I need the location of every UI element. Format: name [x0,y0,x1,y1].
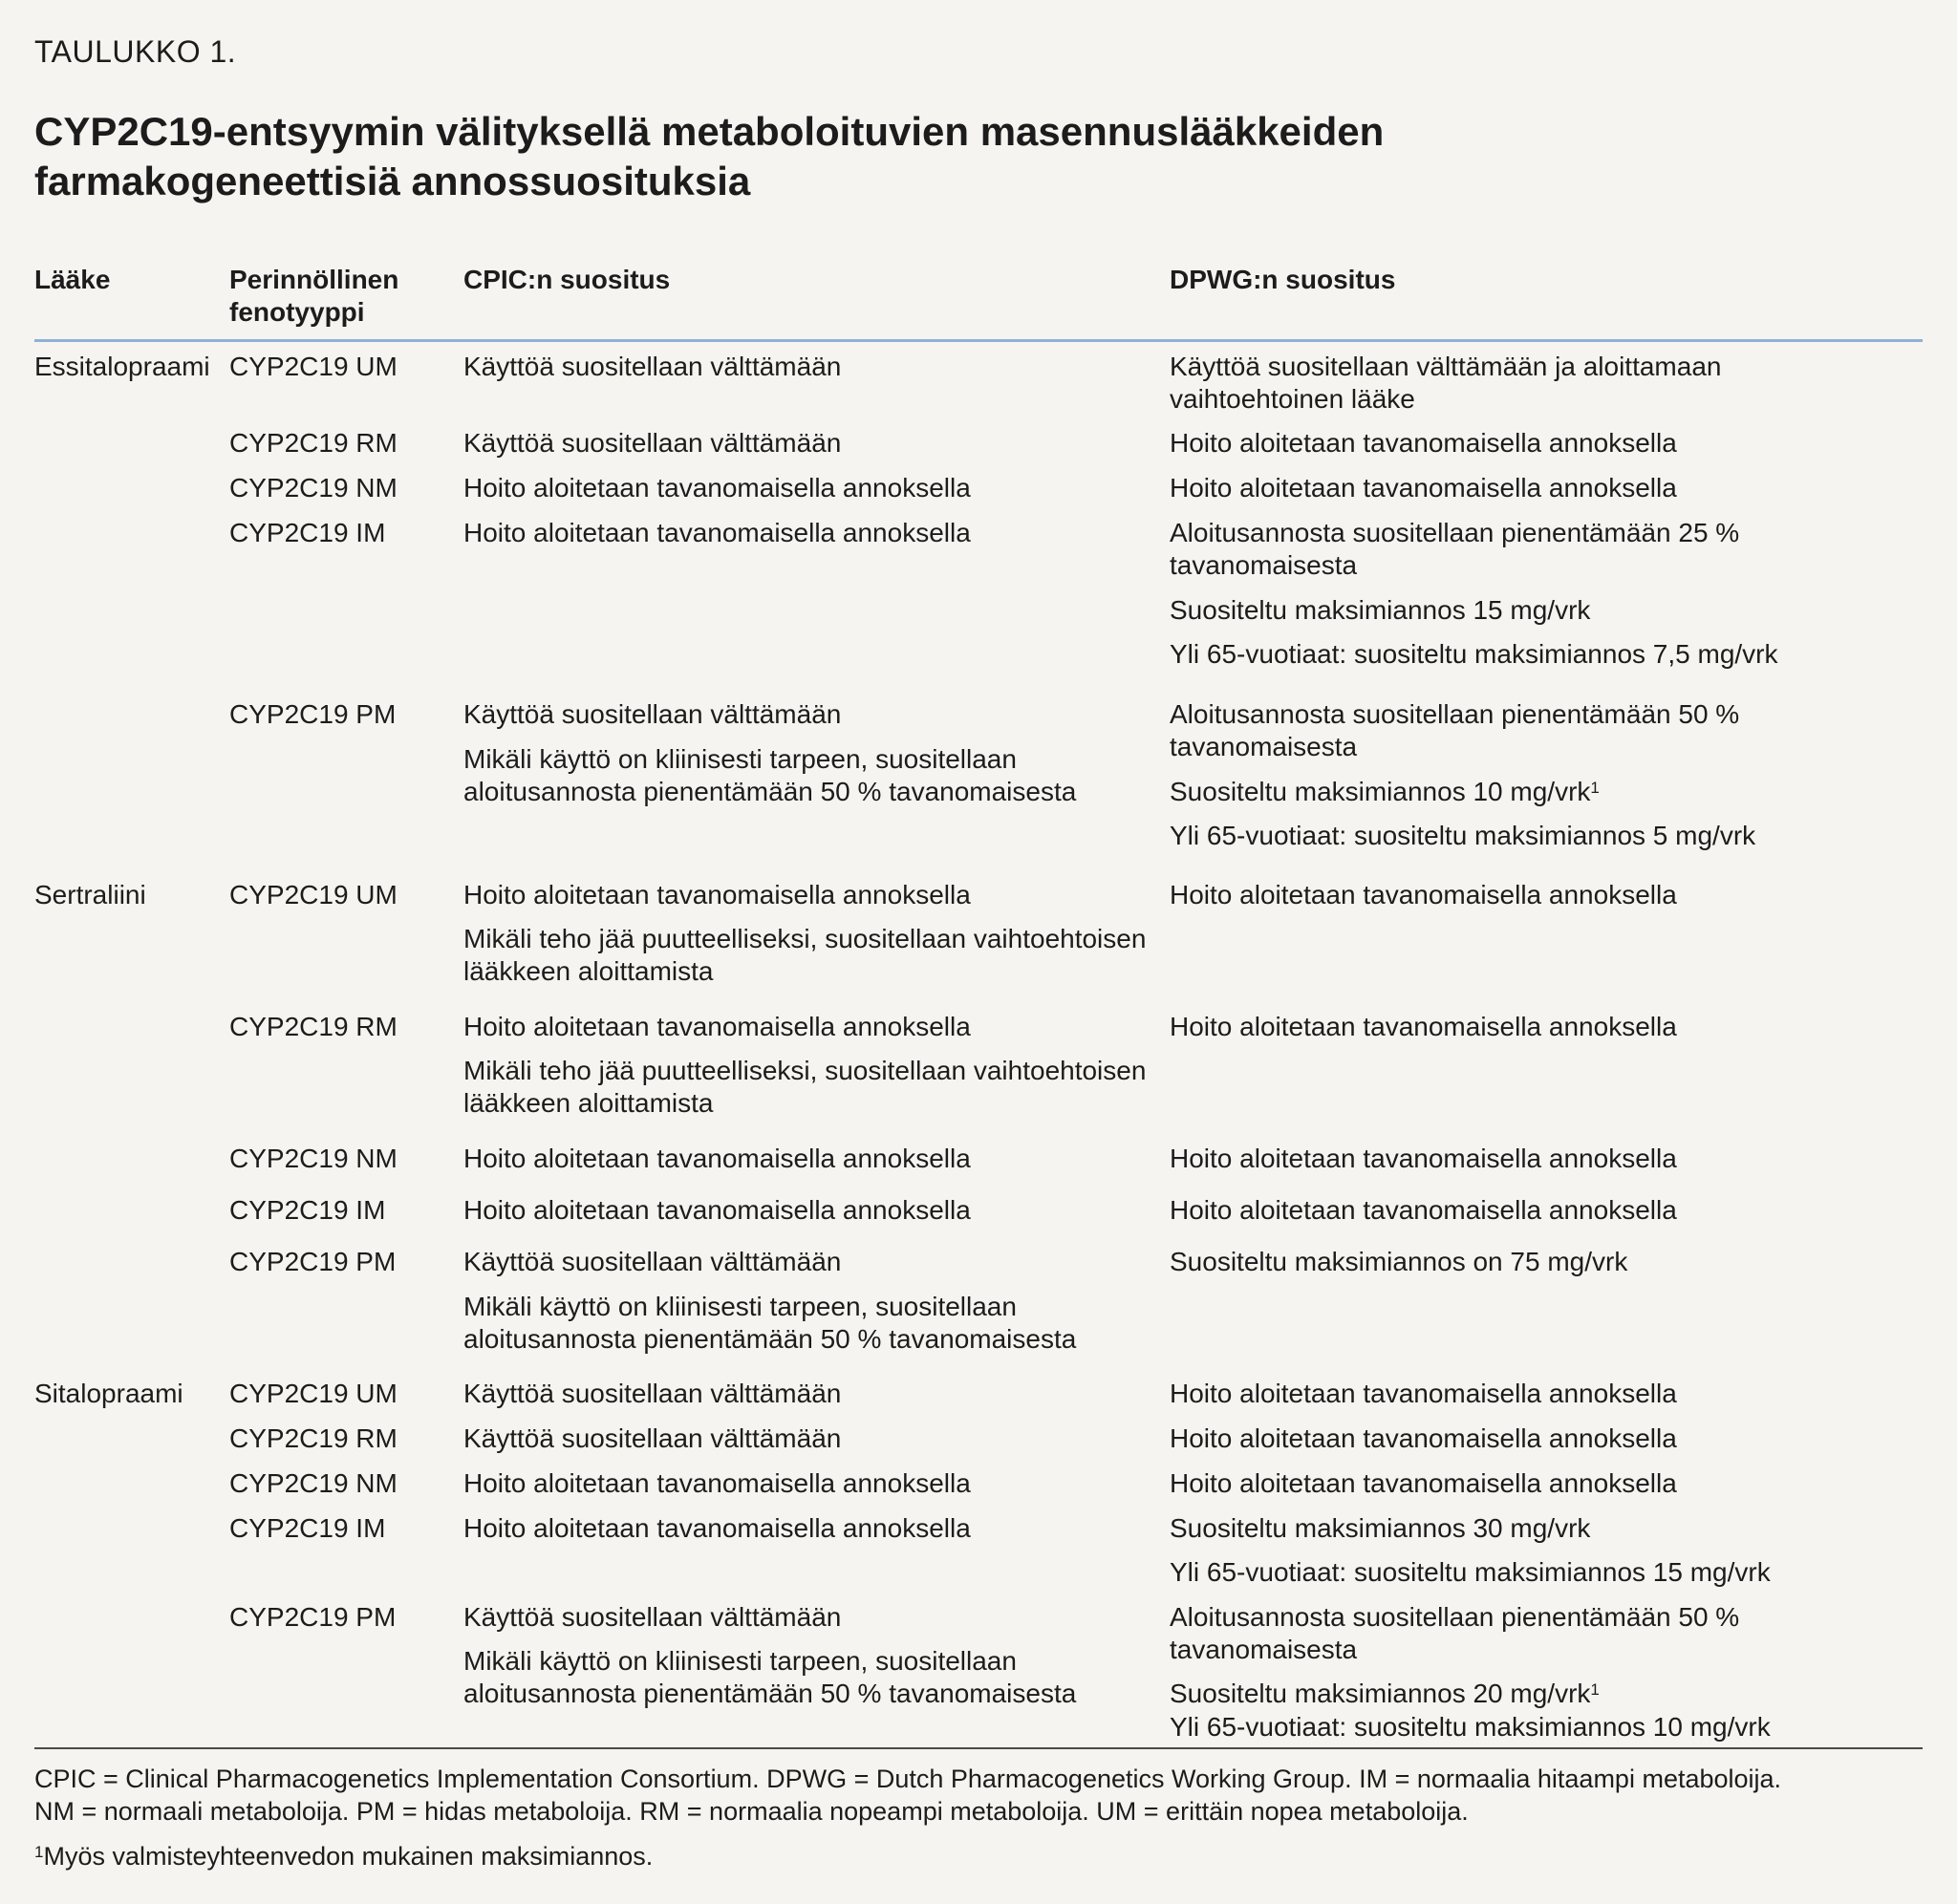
cpic-cell: Hoito aloitetaan tavanomaisella annoksella [463,1195,971,1225]
cpic-cell-cont: lääkkeen aloittamista [463,1088,714,1118]
footnote [34,1840,653,1872]
dpwg-cell: Hoito aloitetaan tavanomaisella annoksella [1170,428,1677,458]
cpic-cell: Käyttöä suositellaan välttämään [463,352,842,381]
dpwg-cell: Aloitusannosta suositellaan pienentämään 50 % [1170,699,1740,729]
phenotype-cell: CYP2C19 PM [229,699,397,729]
dpwg-cell: Suositeltu maksimiannos 15 mg/vrk [1170,595,1591,625]
phenotype-cell: CYP2C19 RM [229,428,398,458]
phenotype-cell: CYP2C19 IM [229,518,386,547]
cpic-cell: Käyttöä suositellaan välttämään [463,428,842,458]
phenotype-cell: CYP2C19 UM [229,352,398,381]
abbreviations-line-2: NM = normaali metaboloija. PM = hidas metaboloija. RM = normaalia nopeampi metaboloija. UM = erittäin nopea metaboloija. [34,1797,1469,1826]
header-dpwg: DPWG:n suositus [1170,265,1396,294]
title-line-1: CYP2C19-entsyymin välityksellä metaboloituvien masennuslääkkeiden [34,109,1385,154]
footnote-marker: 1 [34,1843,44,1861]
dpwg-cell: Aloitusannosta suositellaan pienentämään 25 % [1170,518,1740,547]
footnote-marker: 1 [1590,779,1600,797]
phenotype-cell: CYP2C19 IM [229,1513,386,1543]
header-divider [34,339,1923,342]
cpic-cell: Käyttöä suositellaan välttämään [463,699,842,729]
cpic-cell: Hoito aloitetaan tavanomaisella annoksella [463,1144,971,1173]
dpwg-cell-text: Suositeltu maksimiannos 10 mg/vrk [1170,777,1591,806]
table-label: TAULUKKO 1. [34,34,237,69]
dpwg-cell: Yli 65-vuotiaat: suositeltu maksimiannos 7,5 mg/vrk [1170,639,1778,669]
cpic-cell: Hoito aloitetaan tavanomaisella annoksella [463,1468,971,1498]
dpwg-cell-cont: tavanomaisesta [1170,1635,1358,1664]
phenotype-cell: CYP2C19 RM [229,1423,398,1453]
header-phenotype-line-1: Perinnöllinen [229,265,399,294]
dpwg-cell: Hoito aloitetaan tavanomaisella annoksella [1170,1468,1677,1498]
title-line-2: farmakogeneettisiä annossuosituksia [34,159,751,203]
cpic-cell-cont: aloitusannosta pienentämään 50 % tavanomaisesta [463,1324,1077,1354]
drug-name: Sertraliini [34,880,146,909]
dpwg-cell: Hoito aloitetaan tavanomaisella annoksella [1170,880,1677,909]
cpic-cell: Mikäli teho jää puutteelliseksi, suositellaan vaihtoehtoisen [463,924,1147,953]
cpic-cell-cont: lääkkeen aloittamista [463,956,714,986]
abbreviations-line-1: CPIC = Clinical Pharmacogenetics Implementation Consortium. DPWG = Dutch Pharmacogenetics Working Group. IM = normaalia hitaampi metaboloija. [34,1765,1782,1793]
cpic-cell: Mikäli käyttö on kliinisesti tarpeen, suositellaan [463,1646,1017,1676]
phenotype-cell: CYP2C19 PM [229,1247,397,1276]
header-cpic: CPIC:n suositus [463,265,671,294]
cpic-cell: Käyttöä suositellaan välttämään [463,1602,842,1632]
phenotype-cell: CYP2C19 UM [229,1379,398,1408]
cpic-cell: Mikäli teho jää puutteelliseksi, suositellaan vaihtoehtoisen [463,1056,1147,1085]
phenotype-cell: CYP2C19 IM [229,1195,386,1225]
cpic-cell: Mikäli käyttö on kliinisesti tarpeen, suositellaan [463,1292,1017,1321]
drug-name: Essitalopraami [34,352,210,381]
dpwg-cell: Hoito aloitetaan tavanomaisella annoksella [1170,473,1677,503]
dpwg-cell-cont: tavanomaisesta [1170,550,1358,580]
dpwg-cell: Hoito aloitetaan tavanomaisella annoksella [1170,1379,1677,1408]
dpwg-cell: Aloitusannosta suositellaan pienentämään 50 % [1170,1602,1740,1632]
dpwg-cell [1170,1678,1600,1710]
cpic-cell: Käyttöä suositellaan välttämään [463,1247,842,1276]
dpwg-cell: Yli 65-vuotiaat: suositeltu maksimiannos 10 mg/vrk [1170,1712,1771,1742]
phenotype-cell: CYP2C19 NM [229,1144,398,1173]
footer-divider [34,1747,1923,1749]
dpwg-cell: Hoito aloitetaan tavanomaisella annoksella [1170,1423,1677,1453]
dpwg-cell-cont: vaihtoehtoinen lääke [1170,384,1415,414]
cpic-cell: Hoito aloitetaan tavanomaisella annoksella [463,1012,971,1041]
cpic-cell: Hoito aloitetaan tavanomaisella annoksella [463,880,971,909]
dpwg-cell: Suositeltu maksimiannos on 75 mg/vrk [1170,1247,1628,1276]
dpwg-cell: Suositeltu maksimiannos 30 mg/vrk [1170,1513,1591,1543]
dpwg-cell: Yli 65-vuotiaat: suositeltu maksimiannos 5 mg/vrk [1170,821,1756,850]
cpic-cell: Hoito aloitetaan tavanomaisella annoksella [463,1513,971,1543]
phenotype-cell: CYP2C19 NM [229,1468,398,1498]
phenotype-cell: CYP2C19 PM [229,1602,397,1632]
footnote-text: Myös valmisteyhteenvedon mukainen maksimiannos. [43,1842,654,1871]
cpic-cell: Käyttöä suositellaan välttämään [463,1379,842,1408]
cpic-cell-cont: aloitusannosta pienentämään 50 % tavanomaisesta [463,1679,1077,1708]
header-drug: Lääke [34,265,111,294]
cpic-cell: Käyttöä suositellaan välttämään [463,1423,842,1453]
phenotype-cell: CYP2C19 RM [229,1012,398,1041]
footnote-marker: 1 [1590,1680,1600,1699]
dpwg-cell: Käyttöä suositellaan välttämään ja aloittamaan [1170,352,1722,381]
header-phenotype-line-2: fenotyyppi [229,297,365,327]
drug-name: Sitalopraami [34,1379,183,1408]
phenotype-cell: CYP2C19 NM [229,473,398,503]
dpwg-cell-text: Suositeltu maksimiannos 20 mg/vrk [1170,1679,1591,1708]
header-phenotype [229,264,398,329]
cpic-cell-cont: aloitusannosta pienentämään 50 % tavanomaisesta [463,777,1077,806]
table-title [34,107,1850,206]
cpic-cell: Mikäli käyttö on kliinisesti tarpeen, suositellaan [463,744,1017,774]
dpwg-cell: Yli 65-vuotiaat: suositeltu maksimiannos 15 mg/vrk [1170,1557,1771,1587]
dpwg-cell: Hoito aloitetaan tavanomaisella annoksella [1170,1144,1677,1173]
dpwg-cell-cont: tavanomaisesta [1170,732,1358,761]
phenotype-cell: CYP2C19 UM [229,880,398,909]
cpic-cell: Hoito aloitetaan tavanomaisella annoksella [463,518,971,547]
dpwg-cell: Hoito aloitetaan tavanomaisella annoksella [1170,1195,1677,1225]
dpwg-cell [1170,776,1600,808]
cpic-cell: Hoito aloitetaan tavanomaisella annoksella [463,473,971,503]
dpwg-cell: Hoito aloitetaan tavanomaisella annoksella [1170,1012,1677,1041]
